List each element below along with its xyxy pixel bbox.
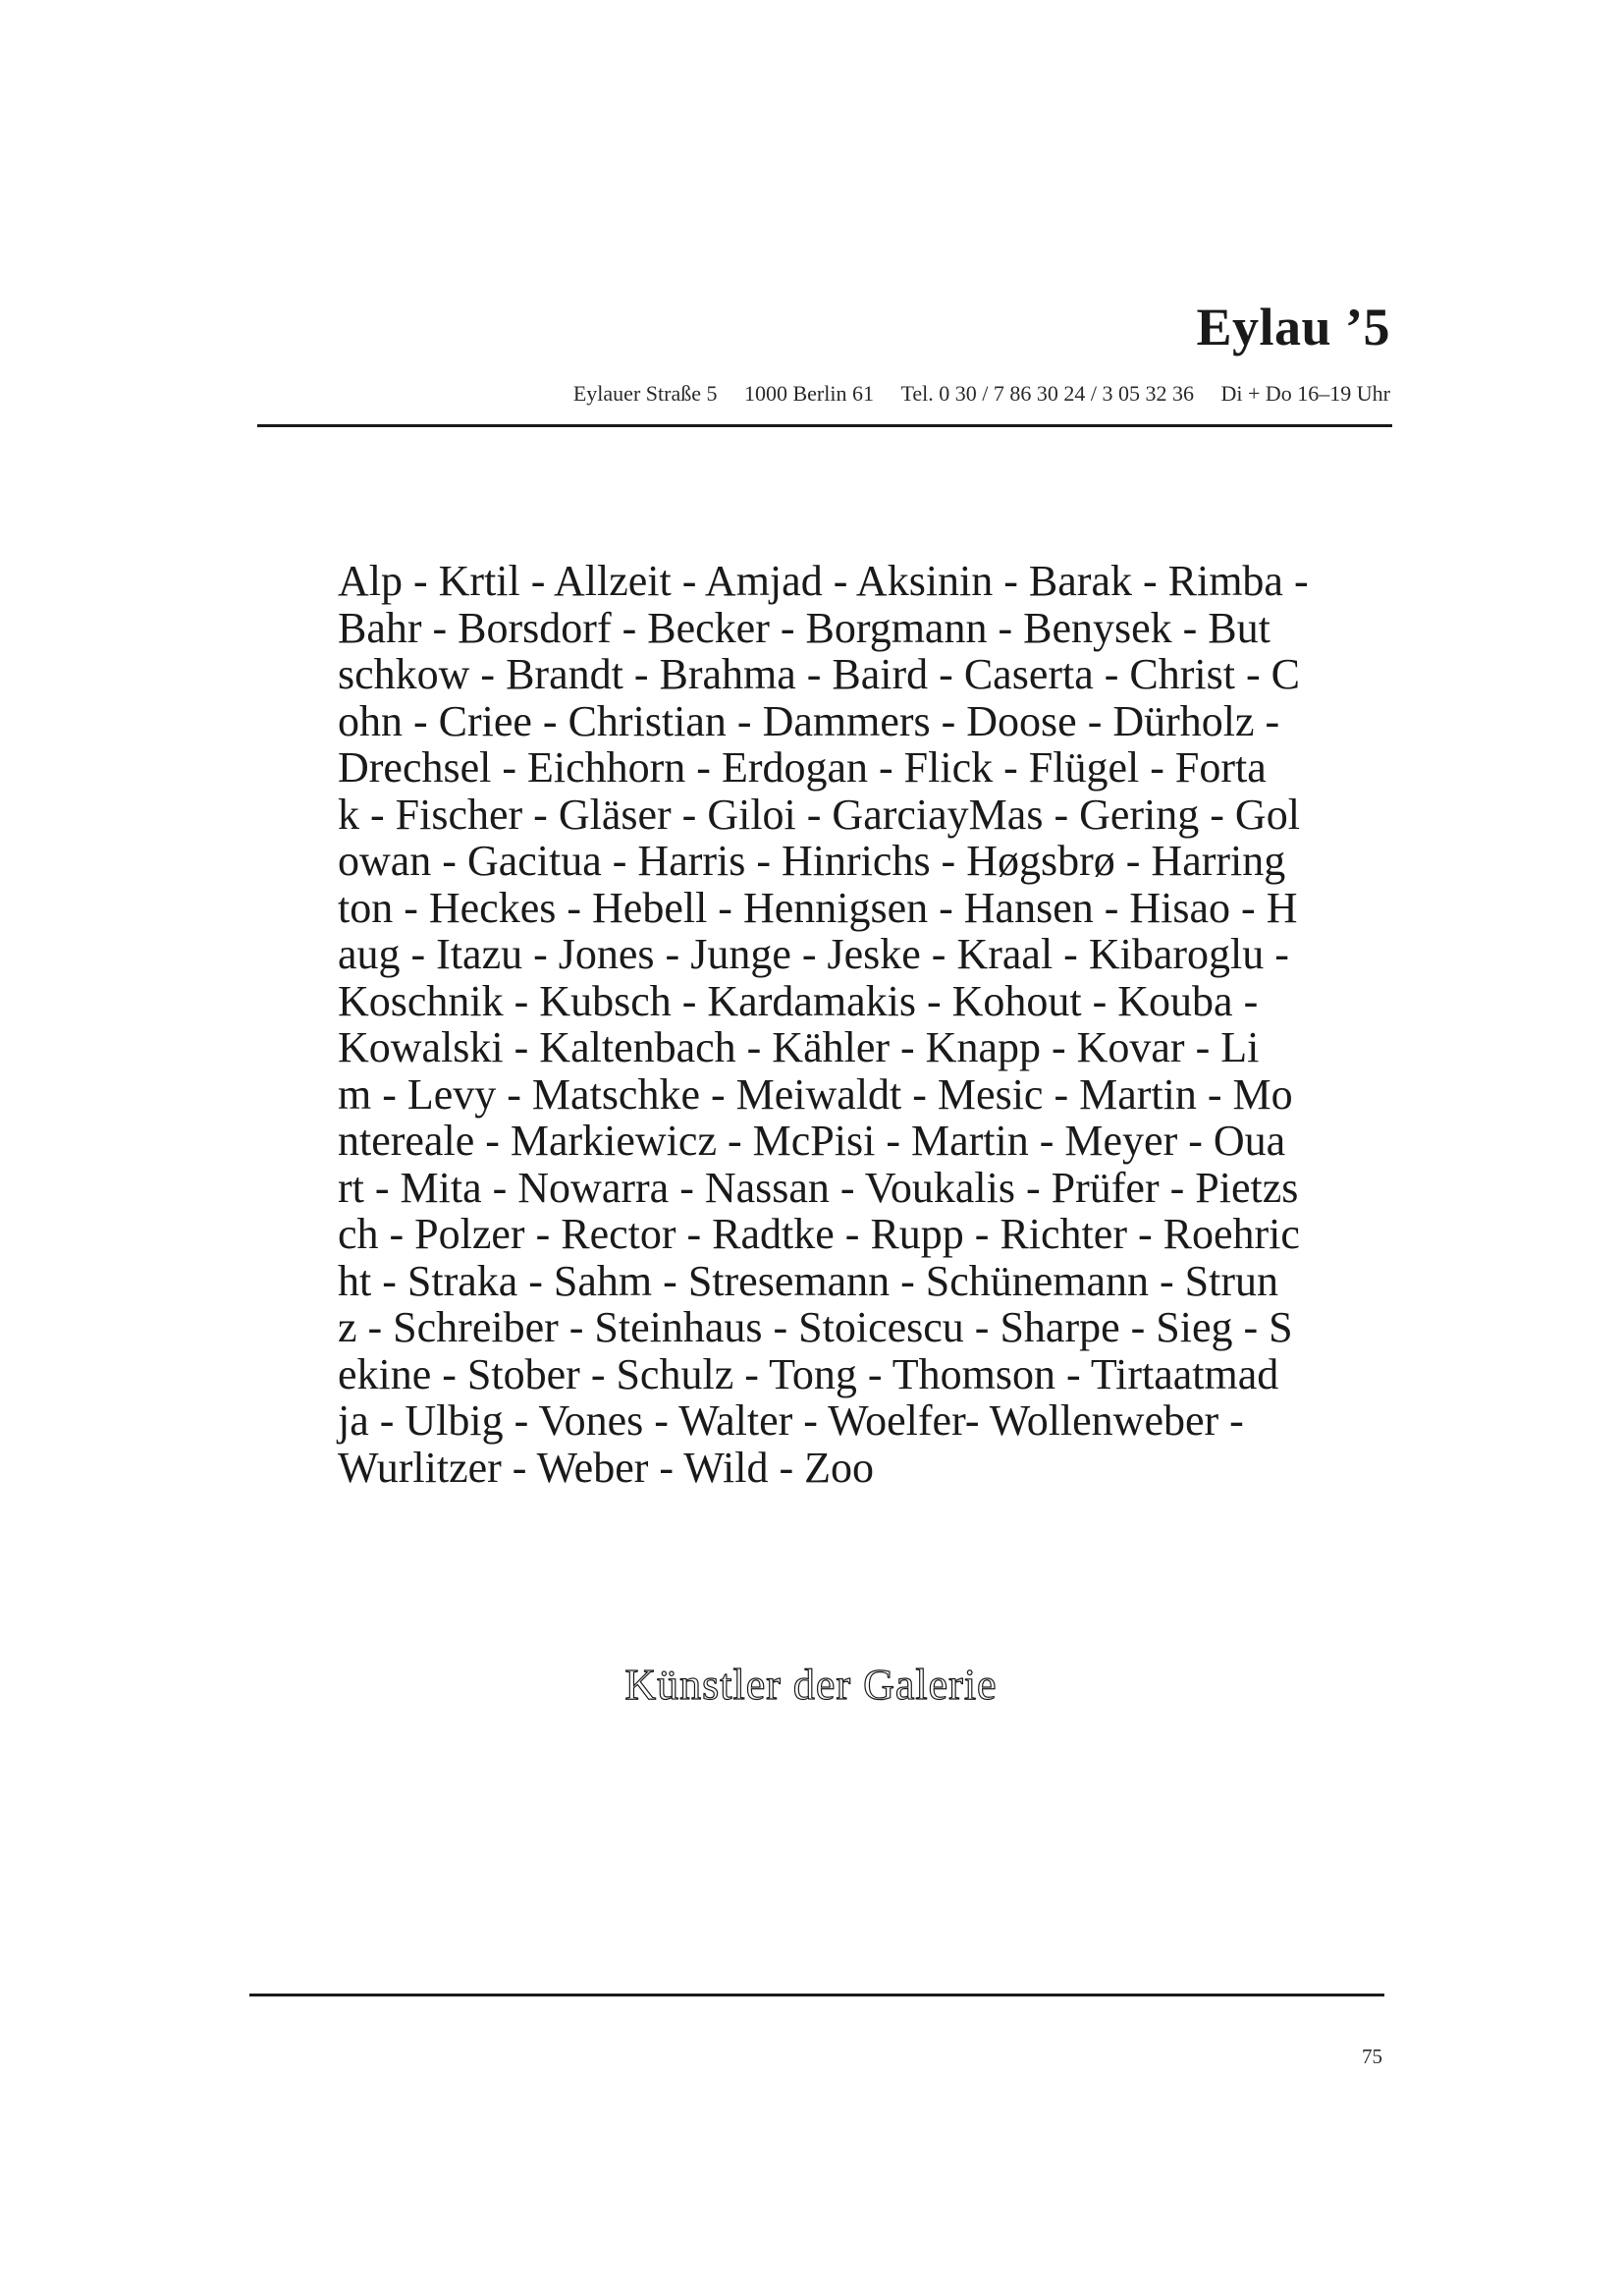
artist-line: Wurlitzer - Weber - Wild - Zoo — [338, 1443, 874, 1492]
artist-line: rt - Mita - Nowarra - Nassan - Voukalis - Prüfer - Pietzs — [338, 1163, 1299, 1212]
artist-line: Kowalski - Kaltenbach - Kähler - Knapp - Kovar - Li — [338, 1023, 1260, 1071]
artist-line: ja - Ulbig - Vones - Walter - Woelfer- Wollenweber - — [338, 1396, 1244, 1445]
footer-rule — [249, 1994, 1384, 1996]
artist-line: Koschnik - Kubsch - Kardamakis - Kohout - Kouba - — [338, 976, 1259, 1025]
artist-line: ohn - Criee - Christian - Dammers - Doose - Dürholz - — [338, 696, 1280, 745]
artist-line: k - Fischer - Gläser - Giloi - GarciayMas - Gering - Gol — [338, 790, 1300, 839]
opening-hours: Di + Do 16–19 Uhr — [1220, 381, 1390, 406]
artist-line: ekine - Stober - Schulz - Tong - Thomson - Tirtaatmad — [338, 1349, 1279, 1398]
artist-list — [338, 558, 1320, 1491]
page-title: Eylau ’5 — [1196, 298, 1390, 356]
artist-line: ton - Heckes - Hebell - Hennigsen - Hansen - Hisao - H — [338, 883, 1298, 932]
artist-line: owan - Gacitua - Harris - Hinrichs - Høgsbrø - Harring — [338, 837, 1286, 885]
header-rule — [257, 424, 1392, 427]
artist-line: z - Schreiber - Steinhaus - Stoicescu - Sharpe - Sieg - S — [338, 1303, 1293, 1351]
artist-line: ntereale - Markiewicz - McPisi - Martin - Meyer - Oua — [338, 1117, 1286, 1165]
telephone: Tel. 0 30 / 7 86 30 24 / 3 05 32 36 — [900, 381, 1194, 406]
artist-line: ch - Polzer - Rector - Radtke - Rupp - Richter - Roehric — [338, 1210, 1300, 1258]
gallery-caption: Künstler der Galerie — [624, 1661, 998, 1709]
artist-line: m - Levy - Matschke - Meiwaldt - Mesic - Martin - Mo — [338, 1069, 1293, 1119]
artist-line: ht - Straka - Sahm - Stresemann - Schünemann - Strun — [338, 1256, 1279, 1305]
artist-line: Drechsel - Eichhorn - Erdogan - Flick - Flügel - Forta — [338, 743, 1267, 792]
artist-line: Alp - Krtil - Allzeit - Amjad - Aksinin - Barak - Rimba - — [338, 557, 1309, 605]
artist-line: aug - Itazu - Jones - Junge - Jeske - Kraal - Kibaroglu - — [338, 930, 1289, 978]
street-address: Eylauer Straße 5 — [572, 381, 718, 406]
page-number: 75 — [1362, 2045, 1382, 2068]
address-line — [573, 383, 1390, 405]
postal-city: 1000 Berlin 61 — [743, 381, 874, 406]
artist-line: schkow - Brandt - Brahma - Baird - Caserta - Christ - C — [338, 650, 1300, 698]
artist-line: Bahr - Borsdorf - Becker - Borgmann - Benysek - But — [338, 603, 1271, 652]
